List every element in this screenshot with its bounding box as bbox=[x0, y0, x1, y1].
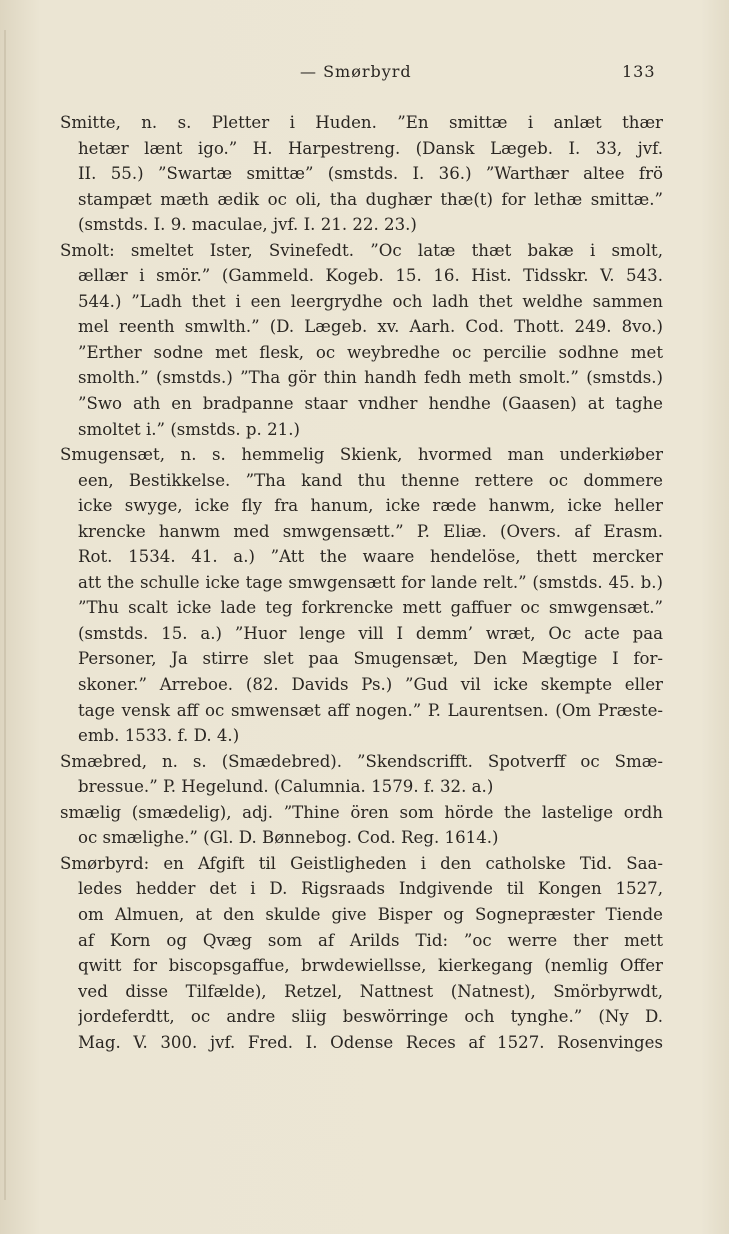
text-line: bressue.” P. Hegelund. (Calumnia. 1579. f. 32. a.) bbox=[78, 777, 494, 797]
text-line: Personer, Ja stirre slet paa Smugensæt, Den Mægtige I for- bbox=[78, 649, 663, 669]
running-title: — Smørbyrd bbox=[300, 62, 412, 81]
text-line: smoltet i.” (smstds. p. 21.) bbox=[78, 419, 300, 439]
text-line: jordeferdtt, oc andre sliig beswörringe och tynghe.” (Ny D. bbox=[78, 1007, 663, 1027]
text-line: skoner.” Arreboe. (82. Davids Ps.) ”Gud vil icke skempte eller bbox=[78, 675, 663, 695]
text-line: hetær lænt igo.” H. Harpestreng. (Dansk Lægeb. I. 33, jvf. bbox=[78, 138, 663, 158]
text-line: att the schulle icke tage smwgensætt for lande relt.” (smstds. 45. b.) bbox=[78, 572, 663, 592]
text-line: tage vensk aff oc smwensæt aff nogen.” P. Laurentsen. (Om Præste- bbox=[78, 700, 663, 720]
dictionary-text bbox=[60, 110, 663, 1055]
page-header bbox=[0, 62, 729, 86]
text-line: (smstds. I. 9. maculae, jvf. I. 21. 22. 23.) bbox=[78, 215, 417, 235]
text-line: ”Erther sodne met flesk, oc weybredhe oc percilie sodhne met bbox=[78, 342, 663, 362]
text-line: oc smælighe.” (Gl. D. Bønnebog. Cod. Reg. 1614.) bbox=[78, 828, 499, 848]
entry-headline: Smitte, n. s. Pletter i Huden. ”En smittæ i anlæt thær bbox=[60, 113, 663, 132]
text-line: (smstds. 15. a.) ”Huor lenge vill I demm’ wræt, Oc acte paa bbox=[78, 623, 663, 643]
text-line: qwitt for biscopsgaffue, brwdewiellsse, kierkegang (nemlig Offer bbox=[78, 956, 663, 976]
text-line: een, Bestikkelse. ”Tha kand thu thenne rettere oc dommere bbox=[78, 470, 663, 490]
text-line: ledes hedder det i D. Rigsraads Indgivende til Kongen 1527, bbox=[78, 879, 663, 899]
text-line: krencke hanwm med smwgensætt.” P. Eliæ. (Overs. af Erasm. bbox=[78, 521, 663, 541]
text-line: II. 55.) ”Swartæ smittæ” (smstds. I. 36.) ”Warthær altee frö bbox=[78, 164, 663, 184]
text-line: 544.) ”Ladh thet i een leergrydhe och ladh thet weldhe sammen bbox=[78, 291, 663, 311]
text-line: af Korn og Qvæg som af Arilds Tid: ”oc werre ther mett bbox=[78, 930, 663, 950]
text-line: emb. 1533. f. D. 4.) bbox=[78, 726, 240, 746]
text-line: ”Swo ath en bradpanne staar vndher hendhe (Gaasen) at taghe bbox=[78, 394, 663, 414]
text-line: stampæt mæth ædik oc oli, tha dughær thæ(t) for lethæ smittæ.” bbox=[78, 189, 663, 209]
text-line: ved disse Tilfælde), Retzel, Nattnest (Natnest), Smörbyrwdt, bbox=[78, 981, 663, 1001]
text-line: ”Thu scalt icke lade teg forkrencke mett gaffuer oc smwgensæt.” bbox=[78, 598, 663, 618]
entry-headline: Smolt: smeltet Ister, Svinefedt. ”Oc latæ thæt bakæ i smolt, bbox=[60, 240, 663, 260]
page-number: 133 bbox=[622, 62, 656, 81]
text-line: Mag. V. 300. jvf. Fred. I. Odense Reces af 1527. Rosenvinges bbox=[78, 1032, 663, 1052]
text-line: Rot. 1534. 41. a.) ”Att the waare hendelöse, thett mercker bbox=[78, 547, 663, 567]
text-line: ællær i smör.” (Gammeld. Kogeb. 15. 16. Hist. Tidsskr. V. 543. bbox=[78, 266, 663, 286]
page-edge bbox=[4, 30, 6, 1200]
text-line: smolth.” (smstds.) ”Tha gör thin handh fedh meth smolt.” (smstds.) bbox=[78, 368, 663, 388]
entry-headline: Smugensæt, n. s. hemmelig Skienk, hvormed man underkiøber bbox=[60, 445, 663, 465]
text-line: mel reenth smwlth.” (D. Lægeb. xv. Aarh. Cod. Thott. 249. 8vo.) bbox=[78, 317, 663, 337]
entry-headline: smælig (smædelig), adj. ”Thine ören som hörde the lastelige ordh bbox=[60, 802, 663, 822]
entry-headline: Smæbred, n. s. (Smædebred). ”Skendscrifft. Spotverff oc Smæ- bbox=[60, 751, 663, 771]
text-line: icke swyge, icke fly fra hanum, icke ræde hanwm, icke heller bbox=[78, 496, 663, 516]
text-line: om Almuen, at den skulde give Bisper og Sognepræster Tiende bbox=[78, 904, 663, 924]
entry-headline: Smørbyrd: en Afgift til Geistligheden i den catholske Tid. Saa- bbox=[60, 853, 663, 873]
